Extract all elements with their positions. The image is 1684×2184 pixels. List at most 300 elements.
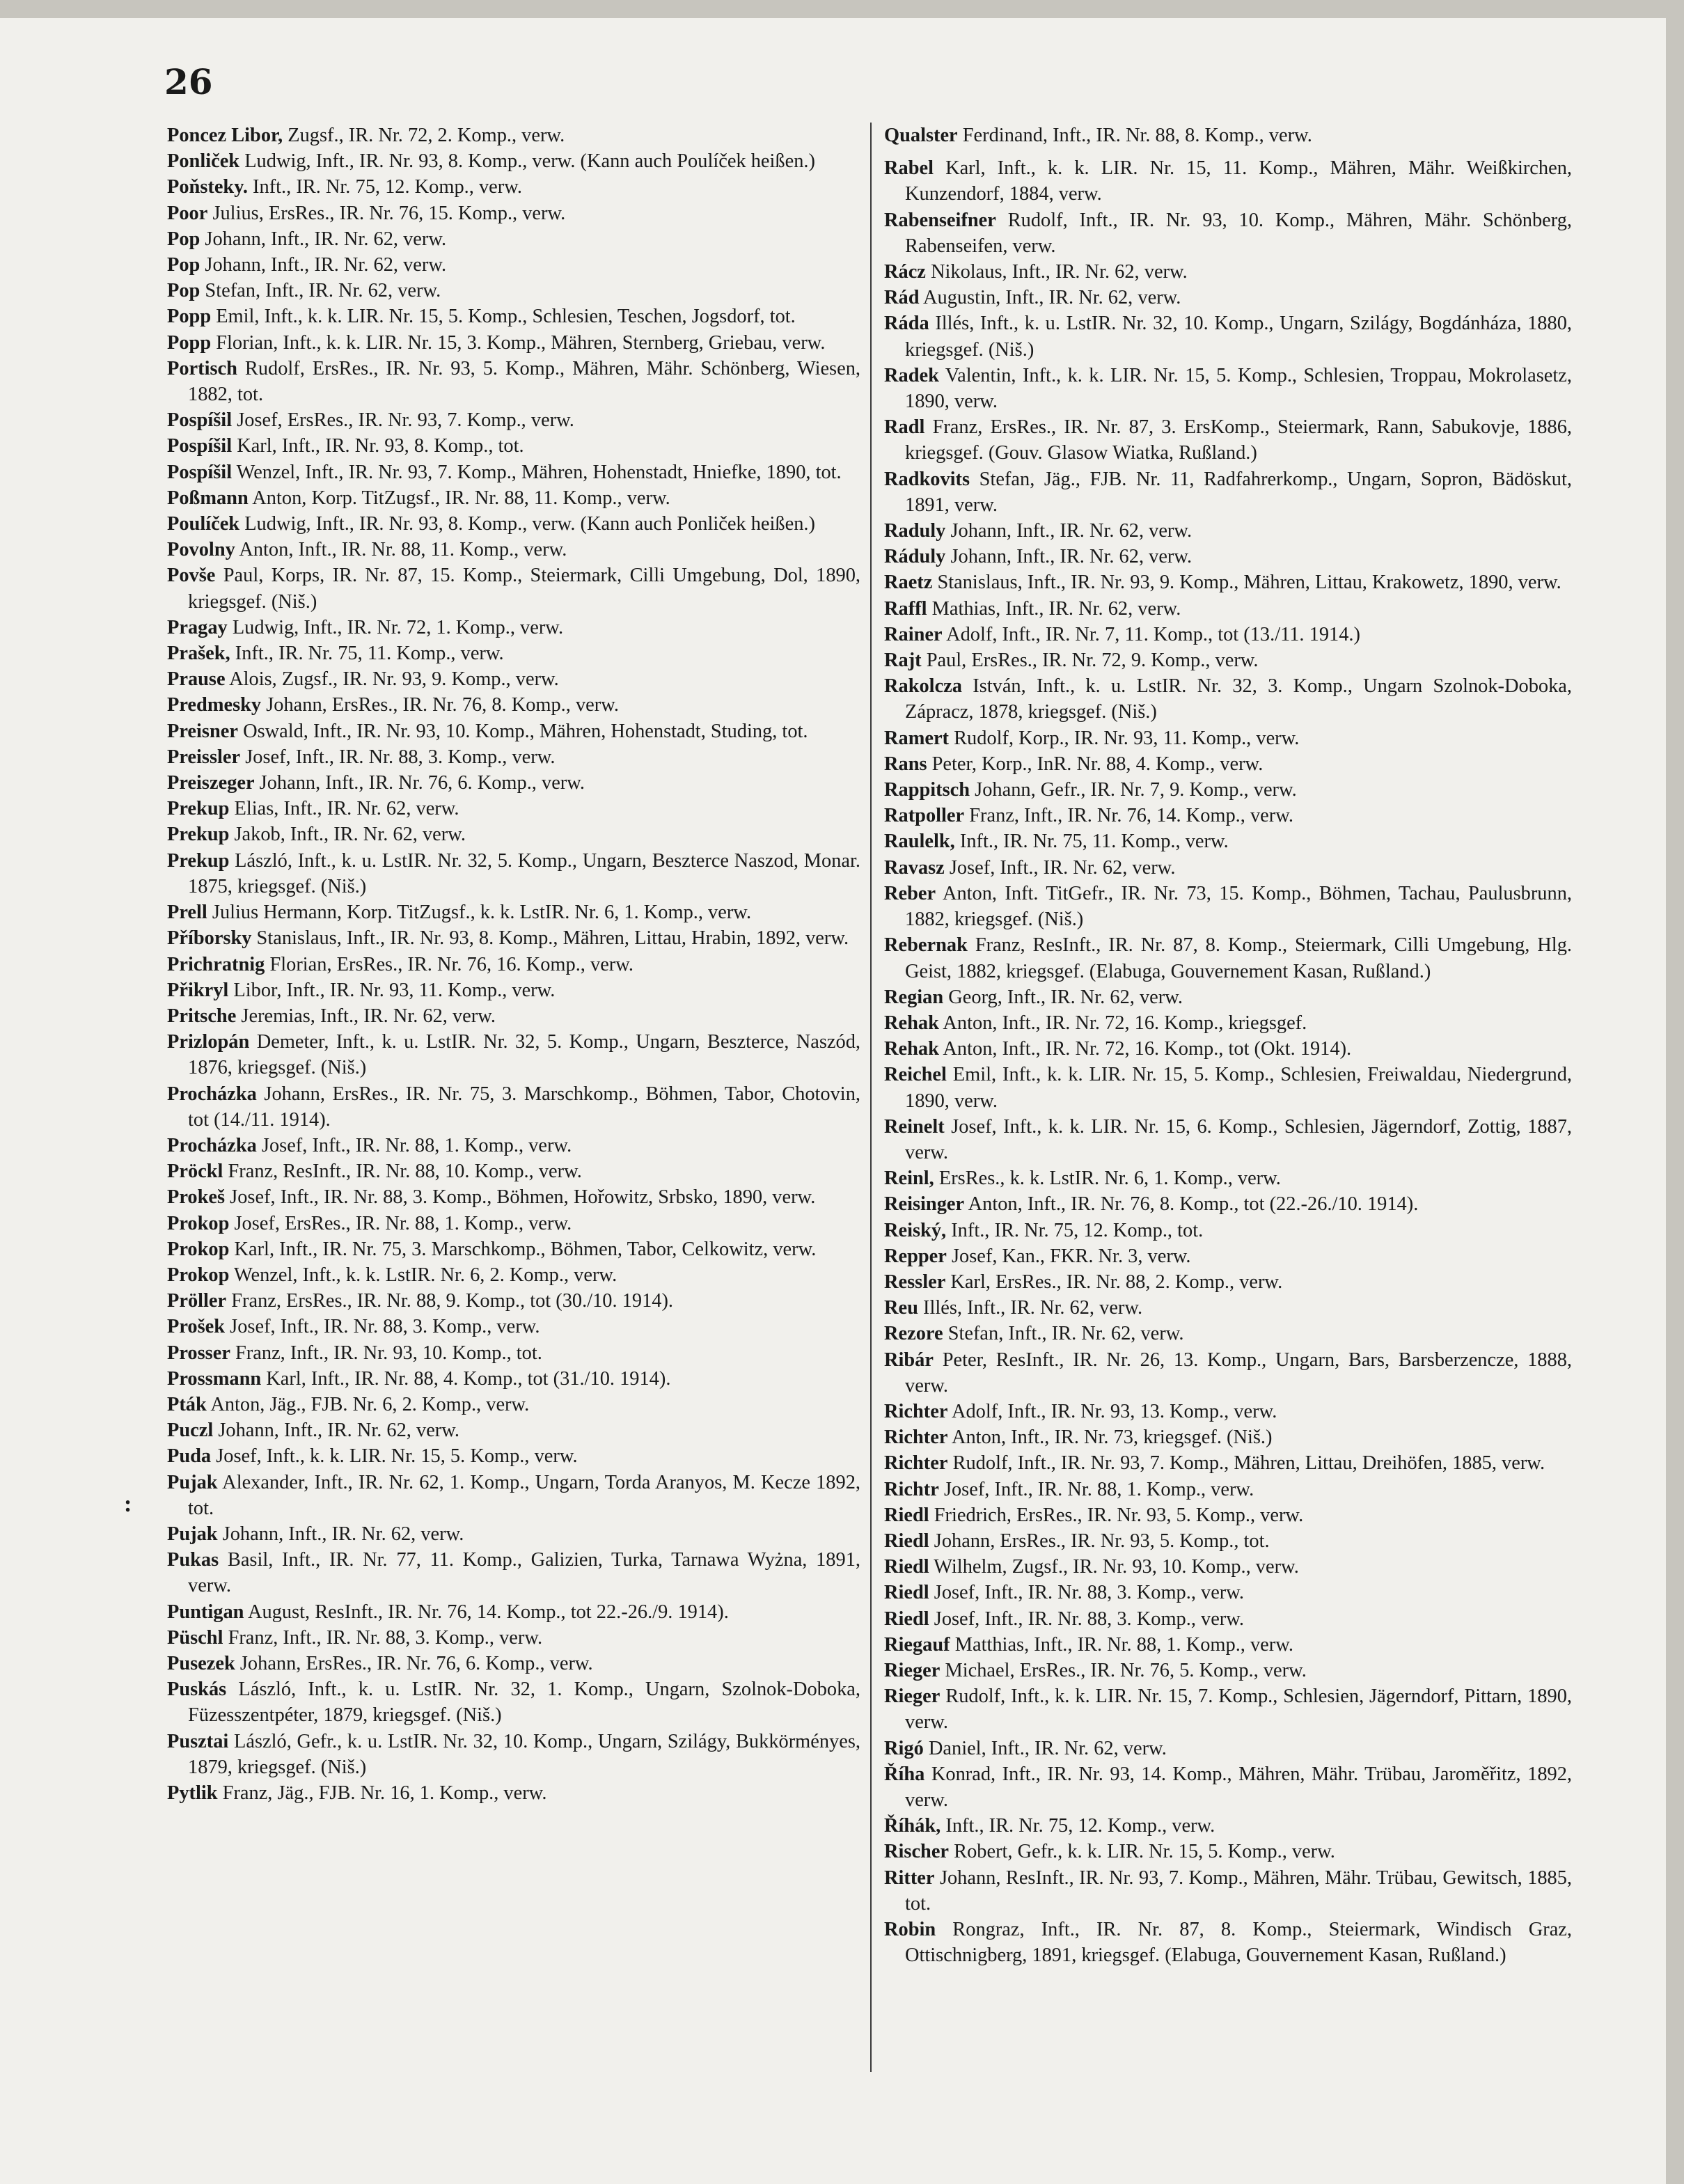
entry-surname: Riedl — [884, 1504, 929, 1526]
entry-details: Johann, ErsRes., IR. Nr. 76, 8. Komp., verw. — [261, 694, 619, 716]
entry-details: Josef, ErsRes., IR. Nr. 93, 7. Komp., verw. — [232, 409, 574, 432]
left-entry — [167, 1288, 860, 1314]
entry-details: László, Gefr., k. u. LstIR. Nr. 32, 10. Komp., Ungarn, Szilágy, Bukkörményes, 1879, kriegsgef. (Niš.) — [188, 1730, 860, 1778]
left-entry — [167, 1314, 860, 1340]
right-entry — [884, 1580, 1572, 1605]
entry-details: Josef, Inft., IR. Nr. 88, 3. Komp., verw. — [929, 1608, 1245, 1630]
entry-details: Paul, ErsRes., IR. Nr. 72, 9. Komp., verw. — [921, 650, 1259, 672]
entry-surname: Povše — [167, 565, 216, 587]
entry-surname: Poulíček — [167, 513, 240, 535]
entry-details: Florian, Inft., k. k. LIR. Nr. 15, 3. Komp., Mähren, Sternberg, Griebau, verw. — [211, 331, 826, 354]
entry-details: Josef, Inft., IR. Nr. 62, verw. — [944, 856, 1176, 879]
right-entry — [884, 1269, 1572, 1295]
entry-surname: Radkovits — [884, 468, 970, 490]
entry-surname: Reinl, — [884, 1168, 934, 1190]
left-entry — [167, 796, 860, 822]
entry-surname: Říhák, — [884, 1815, 941, 1837]
entry-surname: Říha — [884, 1763, 925, 1785]
entry-surname: Pospíšil — [167, 435, 233, 457]
entry-surname: Prell — [167, 902, 207, 924]
entry-details: Stefan, Inft., IR. Nr. 62, verw. — [200, 280, 441, 302]
entry-details: Wenzel, Inft., IR. Nr. 93, 7. Komp., Mähren, Hohenstadt, Hniefke, 1890, tot. — [232, 461, 842, 483]
entry-details: Rongraz, Inft., IR. Nr. 87, 8. Komp., Steiermark, Windisch Graz, Ottischnigberg, 1891, kriegsgef. (Elabuga, Gouvernement Kasan, Rußland.) — [905, 1919, 1572, 1967]
right-entry — [884, 466, 1572, 518]
left-entry — [167, 1133, 860, 1158]
entry-surname: Ratpoller — [884, 805, 965, 827]
entry-surname: Rehak — [884, 1038, 939, 1060]
entry-details: Wenzel, Inft., k. k. LstIR. Nr. 6, 2. Komp., verw. — [229, 1264, 617, 1286]
entry-details: Franz, Inft., IR. Nr. 88, 3. Komp., verw. — [223, 1626, 543, 1649]
entry-surname: Raetz — [884, 572, 933, 594]
left-entry — [167, 278, 860, 304]
entry-details: Paul, Korps, IR. Nr. 87, 15. Komp., Steiermark, Cilli Umgebung, Dol, 1890, kriegsgef. (Niš.) — [188, 565, 860, 613]
entry-details: Franz, ErsRes., IR. Nr. 88, 9. Komp., tot (30./10. 1914). — [226, 1290, 674, 1312]
right-entry — [884, 1839, 1572, 1864]
entry-surname: Rajt — [884, 650, 922, 672]
entry-surname: Pröller — [167, 1290, 227, 1312]
entry-surname: Pröckl — [167, 1161, 223, 1183]
entry-surname: Pop — [167, 280, 200, 302]
entry-details: Johann, ResInft., IR. Nr. 93, 7. Komp., Mähren, Mähr. Trübau, Gewitsch, 1885, tot. — [905, 1867, 1572, 1915]
right-entry — [884, 647, 1572, 673]
page-right-edge — [1666, 0, 1684, 2184]
left-entry — [167, 201, 860, 226]
entry-surname: Prause — [167, 668, 226, 691]
left-entry — [167, 952, 860, 977]
entry-surname: Prichratnig — [167, 953, 265, 975]
left-entry — [167, 1081, 860, 1133]
entry-surname: Pusztai — [167, 1730, 229, 1752]
entry-surname: Richter — [884, 1427, 948, 1449]
entry-surname: Rabenseifner — [884, 209, 996, 231]
left-entry — [167, 1547, 860, 1598]
entry-surname: Rehak — [884, 1012, 939, 1034]
left-entry — [167, 1392, 860, 1417]
entry-surname: Prizlopán — [167, 1031, 250, 1053]
entry-details: Matthias, Inft., IR. Nr. 88, 1. Komp., verw. — [950, 1633, 1293, 1656]
left-entry — [167, 563, 860, 614]
right-entry — [884, 1761, 1572, 1813]
entry-details: Ludwig, Inft., IR. Nr. 72, 1. Komp., verw. — [227, 616, 564, 638]
entry-details: István, Inft., k. u. LstIR. Nr. 32, 3. Komp., Ungarn Szolnok-Doboka, Zápracz, 1878, kriegsgef. (Niš.) — [905, 675, 1572, 723]
left-entry — [167, 1780, 860, 1806]
entry-surname: Procházka — [167, 1134, 257, 1156]
entry-surname: Příborsky — [167, 927, 252, 950]
entry-surname: Pujak — [167, 1471, 218, 1493]
entry-surname: Prošek — [167, 1316, 226, 1338]
entry-surname: Puda — [167, 1445, 212, 1468]
left-entry — [167, 692, 860, 718]
left-entry — [167, 848, 860, 899]
entry-surname: Pospíšil — [167, 409, 233, 432]
right-entry — [884, 1477, 1572, 1502]
entry-details: Stefan, Jäg., FJB. Nr. 11, Radfahrerkomp., Ungarn, Sopron, Bädöskut, 1891, verw. — [905, 468, 1572, 516]
entry-surname: Rieger — [884, 1686, 941, 1708]
entry-surname: Rieger — [884, 1659, 941, 1681]
entry-details: Emil, Inft., k. k. LIR. Nr. 15, 5. Komp., Schlesien, Freiwaldau, Niedergrund, 1890, verw. — [905, 1064, 1572, 1112]
left-entry — [167, 252, 860, 278]
right-entry — [884, 1165, 1572, 1191]
entry-surname: Riedl — [884, 1530, 929, 1552]
right-entry — [884, 1813, 1572, 1839]
entry-details: Ludwig, Inft., IR. Nr. 93, 8. Komp., verw. (Kann auch Poulíček heißen.) — [239, 150, 815, 173]
right-entry — [884, 828, 1572, 854]
entry-surname: Raduly — [884, 520, 946, 542]
left-entry — [167, 226, 860, 252]
left-entry — [167, 770, 860, 796]
right-entry — [884, 622, 1572, 647]
entry-details: Karl, Inft., IR. Nr. 93, 8. Komp., tot. — [232, 435, 524, 457]
entry-details: Josef, ErsRes., IR. Nr. 88, 1. Komp., verw. — [229, 1212, 572, 1234]
entry-details: Adolf, Inft., IR. Nr. 93, 13. Komp., verw. — [947, 1400, 1277, 1422]
entry-details: Julius, ErsRes., IR. Nr. 76, 15. Komp., verw. — [207, 202, 566, 224]
entry-surname: Preiszeger — [167, 772, 255, 794]
entry-surname: Reber — [884, 882, 936, 904]
right-column — [884, 123, 1572, 1968]
entry-details: Anton, Korp. TitZugsf., IR. Nr. 88, 11. Komp., verw. — [248, 487, 670, 509]
entry-surname: Regian — [884, 986, 944, 1008]
entry-surname: Püschl — [167, 1626, 223, 1649]
entry-surname: Predmesky — [167, 694, 262, 716]
column-divider — [870, 123, 872, 2072]
left-entry — [167, 485, 860, 511]
entry-details: Augustin, Inft., IR. Nr. 62, verw. — [919, 287, 1181, 309]
entry-details: Anton, Inft., IR. Nr. 72, 16. Komp., tot (Okt. 1914). — [938, 1038, 1352, 1060]
entry-details: Stefan, Inft., IR. Nr. 62, verw. — [943, 1323, 1184, 1345]
entry-details: Rudolf, Korp., IR. Nr. 93, 11. Komp., verw. — [949, 727, 1300, 749]
left-column — [167, 123, 860, 1806]
left-entry — [167, 1211, 860, 1236]
entry-details: Karl, Inft., IR. Nr. 75, 3. Marschkomp., Böhmen, Tabor, Celkowitz, verw. — [229, 1238, 817, 1260]
left-entry — [167, 1729, 860, 1780]
right-entry — [884, 1010, 1572, 1036]
entry-details: Josef, Inft., IR. Nr. 88, 3. Komp., verw. — [929, 1582, 1245, 1604]
right-entry — [884, 1683, 1572, 1735]
right-entry — [884, 1295, 1572, 1321]
left-entry — [167, 304, 860, 329]
right-entry — [884, 725, 1572, 751]
entry-surname: Reisinger — [884, 1193, 965, 1216]
right-entry — [884, 1424, 1572, 1450]
right-entry — [884, 1036, 1572, 1062]
entry-surname: Puczl — [167, 1420, 214, 1442]
entry-surname: Procházka — [167, 1083, 257, 1105]
right-entry — [884, 123, 1572, 148]
entry-details: Johann, Inft., IR. Nr. 62, verw. — [200, 228, 447, 250]
right-entry — [884, 673, 1572, 725]
entry-surname: Ritter — [884, 1867, 935, 1889]
right-entry — [884, 544, 1572, 569]
right-entry — [884, 1347, 1572, 1399]
entry-details: Karl, ErsRes., IR. Nr. 88, 2. Komp., verw. — [945, 1271, 1283, 1293]
entry-details: Josef, Inft., IR. Nr. 88, 1. Komp., verw. — [938, 1478, 1254, 1500]
left-entry — [167, 899, 860, 925]
entry-details: Peter, ResInft., IR. Nr. 26, 13. Komp., Ungarn, Bars, Barsberzencze, 1888, verw. — [905, 1349, 1572, 1397]
entry-surname: Radl — [884, 416, 925, 439]
entry-details: Nikolaus, Inft., IR. Nr. 62, verw. — [925, 261, 1188, 283]
left-entry — [167, 123, 860, 148]
entry-surname: Ravasz — [884, 856, 945, 879]
left-entry — [167, 1184, 860, 1210]
entry-details: Franz, ResInft., IR. Nr. 87, 8. Komp., Steiermark, Cilli Umgebung, Hlg. Geist, 1882, kriegsgef. (Elabuga, Gouvernement Kasan, Rußland.) — [905, 934, 1572, 982]
entry-details: ErsRes., k. k. LstIR. Nr. 6, 1. Komp., verw. — [934, 1168, 1281, 1190]
entry-details: Jakob, Inft., IR. Nr. 62, verw. — [229, 824, 466, 846]
left-entry — [167, 356, 860, 407]
right-entry — [884, 1865, 1572, 1917]
right-entry — [884, 751, 1572, 777]
entry-details: Rudolf, Inft., k. k. LIR. Nr. 15, 7. Komp., Schlesien, Jägerndorf, Pittarn, 1890, verw. — [905, 1686, 1572, 1734]
entry-details: Alexander, Inft., IR. Nr. 62, 1. Komp., Ungarn, Torda Aranyos, M. Kecze 1892, tot. — [188, 1471, 860, 1519]
left-entry — [167, 407, 860, 433]
entry-details: Konrad, Inft., IR. Nr. 93, 14. Komp., Mähren, Mähr. Trübau, Jaroměřitz, 1892, verw. — [905, 1763, 1572, 1811]
entry-details: Franz, ResInft., IR. Nr. 88, 10. Komp., verw. — [223, 1161, 582, 1183]
right-entry — [884, 803, 1572, 828]
right-entry — [884, 1528, 1572, 1554]
entry-surname: Reinelt — [884, 1115, 945, 1138]
entry-surname: Riedl — [884, 1582, 929, 1604]
entry-surname: Prekup — [167, 798, 230, 820]
right-entry — [884, 363, 1572, 414]
left-entry — [167, 615, 860, 641]
entry-details: Valentin, Inft., k. k. LIR. Nr. 15, 5. Komp., Schlesien, Troppau, Mokrolasetz, 1890, verw. — [905, 364, 1572, 413]
entry-details: Johann, Inft., IR. Nr. 62, verw. — [200, 254, 447, 276]
entry-surname: Prokop — [167, 1212, 230, 1234]
right-entry — [884, 1554, 1572, 1580]
entry-surname: Rainer — [884, 623, 943, 645]
entry-details: Karl, Inft., k. k. LIR. Nr. 15, 11. Komp., Mähren, Mähr. Weißkirchen, Kunzendorf, 1884, verw. — [905, 157, 1572, 205]
entry-surname: Reiský, — [884, 1219, 947, 1241]
entry-details: Illés, Inft., IR. Nr. 62, verw. — [918, 1297, 1143, 1319]
right-entry — [884, 311, 1572, 362]
entry-surname: Ressler — [884, 1271, 946, 1293]
page-number: 26 — [164, 61, 213, 102]
entry-surname: Prokeš — [167, 1186, 226, 1209]
entry-surname: Preisner — [167, 720, 238, 742]
entry-surname: Puskás — [167, 1679, 227, 1701]
entry-surname: Prosser — [167, 1342, 230, 1364]
entry-details: Adolf, Inft., IR. Nr. 7, 11. Komp., tot (13./11. 1914.) — [942, 623, 1360, 645]
entry-surname: Pták — [167, 1393, 207, 1415]
entry-surname: Richter — [884, 1400, 948, 1422]
entry-details: Friedrich, ErsRes., IR. Nr. 93, 5. Komp., verw. — [929, 1504, 1304, 1526]
entry-surname: Pop — [167, 254, 200, 276]
entry-details: Anton, Inft., IR. Nr. 76, 8. Komp., tot (22.-26./10. 1914). — [964, 1193, 1419, 1216]
right-entry — [884, 1114, 1572, 1165]
entry-surname: Ráda — [884, 313, 929, 335]
entry-surname: Prekup — [167, 849, 230, 872]
page-top-edge — [0, 0, 1684, 18]
entry-details: László, Inft., k. u. LstIR. Nr. 32, 5. Komp., Ungarn, Beszterce Naszod, Monar. 1875, kriegsgef. (Niš.) — [188, 849, 860, 897]
entry-surname: Riegauf — [884, 1633, 950, 1656]
left-entry — [167, 641, 860, 666]
left-entry — [167, 744, 860, 770]
entry-surname: Rischer — [884, 1841, 950, 1863]
right-entry — [884, 259, 1572, 285]
right-entry — [884, 1502, 1572, 1528]
entry-surname: Riedl — [884, 1556, 929, 1578]
entry-details: Josef, Inft., IR. Nr. 88, 3. Komp., verw. — [225, 1316, 540, 1338]
entry-details: Franz, Inft., IR. Nr. 93, 10. Komp., tot. — [230, 1342, 542, 1364]
entry-surname: Rebernak — [884, 934, 968, 957]
entry-surname: Rácz — [884, 261, 926, 283]
entry-details: Johann, Gefr., IR. Nr. 7, 9. Komp., verw. — [970, 779, 1297, 801]
entry-details: Libor, Inft., IR. Nr. 93, 11. Komp., verw. — [228, 979, 556, 1001]
left-entry — [167, 433, 860, 459]
entry-details: Inft., IR. Nr. 75, 12. Komp., verw. — [247, 176, 522, 198]
entry-details: Demeter, Inft., k. u. LstIR. Nr. 32, 5. Komp., Ungarn, Beszterce, Naszód, 1876, kriegsgef. (Niš.) — [188, 1031, 860, 1079]
entry-details: László, Inft., k. u. LstIR. Nr. 32, 1. Komp., Ungarn, Szolnok-Doboka, Füzesszentpéter, 1879, kriegsgef. (Niš.) — [188, 1679, 860, 1727]
left-entry — [167, 822, 860, 847]
left-entry — [167, 1676, 860, 1728]
entry-surname: Puntigan — [167, 1601, 244, 1623]
entry-details: Johann, Inft., IR. Nr. 76, 6. Komp., verw. — [254, 772, 585, 794]
left-entry — [167, 666, 860, 692]
left-entry — [167, 1262, 860, 1288]
left-entry — [167, 977, 860, 1003]
entry-details: Illés, Inft., k. u. LstIR. Nr. 32, 10. Komp., Ungarn, Szilágy, Bogdánháza, 1880, kriegsgef. (Niš.) — [905, 313, 1572, 361]
right-entry — [884, 285, 1572, 311]
entry-surname: Prokop — [167, 1238, 230, 1260]
entry-details: Emil, Inft., k. k. LIR. Nr. 15, 5. Komp., Schlesien, Teschen, Jogsdorf, tot. — [211, 306, 796, 328]
right-entry — [884, 777, 1572, 803]
left-entry — [167, 1651, 860, 1676]
entry-details: Franz, ErsRes., IR. Nr. 87, 3. ErsKomp., Steiermark, Rann, Sabukovje, 1886, kriegsgef. (Gouv. Glasow Wiatka, Rußland.) — [905, 416, 1572, 464]
right-entry — [884, 1062, 1572, 1113]
entry-details: Josef, Inft., IR. Nr. 88, 3. Komp., Böhmen, Hořowitz, Srbsko, 1890, verw. — [225, 1186, 816, 1209]
entry-surname: Poncez Libor, — [167, 125, 283, 146]
right-entry — [884, 414, 1572, 466]
entry-surname: Rans — [884, 753, 927, 775]
left-entry — [167, 1158, 860, 1184]
entry-details: Rudolf, ErsRes., IR. Nr. 93, 5. Komp., Mähren, Mähr. Schönberg, Wiesen, 1882, tot. — [188, 357, 860, 406]
entry-surname: Poňsteky. — [167, 176, 248, 198]
right-entry — [884, 1450, 1572, 1476]
entry-surname: Reu — [884, 1297, 918, 1319]
entry-surname: Pytlik — [167, 1782, 218, 1804]
right-entry — [884, 1658, 1572, 1683]
left-entry — [167, 1236, 860, 1262]
entry-details: Ludwig, Inft., IR. Nr. 93, 8. Komp., verw. (Kann auch Ponliček heißen.) — [239, 513, 815, 535]
entry-details: Ferdinand, Inft., IR. Nr. 88, 8. Komp., verw. — [957, 125, 1312, 146]
entry-details: Josef, Inft., IR. Nr. 88, 3. Komp., verw. — [240, 746, 556, 768]
left-entry — [167, 1366, 860, 1392]
left-entry — [167, 1470, 860, 1521]
entry-surname: Rabel — [884, 157, 934, 180]
entry-details: Inft., IR. Nr. 75, 12. Komp., verw. — [941, 1815, 1215, 1837]
entry-surname: Prossmann — [167, 1367, 262, 1390]
entry-details: Florian, ErsRes., IR. Nr. 76, 16. Komp., verw. — [265, 953, 634, 975]
left-entry — [167, 330, 860, 356]
entry-surname: Riedl — [884, 1608, 929, 1630]
entry-details: Josef, Inft., IR. Nr. 88, 1. Komp., verw. — [256, 1134, 572, 1156]
entry-surname: Prokop — [167, 1264, 230, 1286]
entry-details: Anton, Inft., IR. Nr. 72, 16. Komp., kriegsgef. — [938, 1012, 1307, 1034]
entry-surname: Rakolcza — [884, 675, 962, 698]
left-entry — [167, 1340, 860, 1366]
entry-surname: Rigó — [884, 1737, 924, 1759]
entry-details: Johann, Inft., IR. Nr. 62, verw. — [213, 1420, 460, 1442]
entry-surname: Povolny — [167, 539, 235, 561]
entry-details: Josef, Inft., k. k. LIR. Nr. 15, 5. Komp., verw. — [211, 1445, 578, 1468]
entry-details: Alois, Zugsf., IR. Nr. 93, 9. Komp., verw. — [225, 668, 559, 691]
right-entry — [884, 932, 1572, 984]
right-entry — [884, 596, 1572, 622]
left-entry — [167, 1029, 860, 1081]
entry-surname: Pritsche — [167, 1005, 237, 1027]
entry-surname: Ribár — [884, 1349, 934, 1371]
entry-surname: Přikryl — [167, 979, 229, 1001]
entry-details: Anton, Inft., IR. Nr. 88, 11. Komp., verw. — [235, 539, 567, 561]
left-entry — [167, 174, 860, 200]
entry-details: Mathias, Inft., IR. Nr. 62, verw. — [927, 597, 1181, 620]
left-entry — [167, 1599, 860, 1625]
entry-details: Anton, Inft., IR. Nr. 73, kriegsgef. (Niš.) — [947, 1427, 1273, 1449]
right-entry — [884, 1606, 1572, 1632]
entry-details: Julius Hermann, Korp. TitZugsf., k. k. LstIR. Nr. 6, 1. Komp., verw. — [207, 902, 752, 924]
right-entry — [884, 1399, 1572, 1424]
entry-surname: Preissler — [167, 746, 241, 768]
left-entry — [167, 1417, 860, 1443]
left-entry — [167, 1521, 860, 1547]
entry-details: Rudolf, Inft., IR. Nr. 93, 7. Komp., Mähren, Littau, Dreihöfen, 1885, verw. — [947, 1452, 1545, 1475]
entry-details: Georg, Inft., IR. Nr. 62, verw. — [943, 986, 1183, 1008]
entry-details: Stanislaus, Inft., IR. Nr. 93, 9. Komp., Mähren, Littau, Krakowetz, 1890, verw. — [932, 572, 1561, 594]
entry-details: Elias, Inft., IR. Nr. 62, verw. — [229, 798, 459, 820]
entry-details: Johann, Inft., IR. Nr. 62, verw. — [217, 1523, 464, 1545]
right-entry — [884, 1632, 1572, 1658]
entry-details: Franz, Jäg., FJB. Nr. 16, 1. Komp., verw. — [217, 1782, 547, 1804]
entry-details: Robert, Gefr., k. k. LIR. Nr. 15, 5. Komp., verw. — [949, 1841, 1335, 1863]
entry-details: Jeremias, Inft., IR. Nr. 62, verw. — [236, 1005, 496, 1027]
entry-surname: Rappitsch — [884, 779, 970, 801]
entry-surname: Poßmann — [167, 487, 249, 509]
left-entry — [167, 1625, 860, 1651]
entry-details: Johann, ErsRes., IR. Nr. 75, 3. Marschkomp., Böhmen, Tabor, Chotovin, tot (14./11. 1914). — [188, 1083, 860, 1131]
entry-details: Peter, Korp., InR. Nr. 88, 4. Komp., verw. — [927, 753, 1264, 775]
left-entry — [167, 537, 860, 563]
right-entry — [884, 881, 1572, 932]
entry-surname: Raulelk, — [884, 831, 955, 853]
entry-surname: Qualster — [884, 125, 958, 146]
entry-details: Johann, ErsRes., IR. Nr. 76, 6. Komp., verw. — [235, 1652, 593, 1674]
margin-mark: : — [124, 1491, 132, 1517]
right-entry — [884, 855, 1572, 881]
right-entry — [884, 1736, 1572, 1761]
entry-details: Inft., IR. Nr. 75, 11. Komp., verw. — [230, 643, 504, 665]
entry-surname: Ramert — [884, 727, 950, 749]
entry-surname: Raffl — [884, 597, 927, 620]
entry-surname: Ponliček — [167, 150, 240, 173]
entry-surname: Pukas — [167, 1549, 219, 1571]
entry-details: Wilhelm, Zugsf., IR. Nr. 93, 10. Komp., verw. — [929, 1556, 1299, 1578]
entry-details: Daniel, Inft., IR. Nr. 62, verw. — [923, 1737, 1167, 1759]
entry-details: Josef, Inft., k. k. LIR. Nr. 15, 6. Komp., Schlesien, Jägerndorf, Zottig, 1887, verw. — [905, 1115, 1572, 1163]
entry-surname: Pop — [167, 228, 200, 250]
entry-details: Oswald, Inft., IR. Nr. 93, 10. Komp., Mähren, Hohenstadt, Studing, tot. — [237, 720, 808, 742]
right-entry — [884, 1321, 1572, 1346]
entry-surname: Prašek, — [167, 643, 230, 665]
entry-surname: Reichel — [884, 1064, 947, 1086]
entry-details: Basil, Inft., IR. Nr. 77, 11. Komp., Galizien, Turka, Tarnawa Wyżna, 1891, verw. — [188, 1549, 860, 1597]
left-entry — [167, 459, 860, 485]
entry-details: Inft., IR. Nr. 75, 11. Komp., verw. — [954, 831, 1229, 853]
entry-surname: Popp — [167, 306, 212, 328]
entry-surname: Pusezek — [167, 1652, 235, 1674]
entry-details: Josef, Kan., FKR. Nr. 3, verw. — [946, 1245, 1191, 1267]
right-entry — [884, 207, 1572, 259]
right-entry — [884, 1243, 1572, 1269]
entry-details: Johann, ErsRes., IR. Nr. 93, 5. Komp., tot. — [929, 1530, 1270, 1552]
